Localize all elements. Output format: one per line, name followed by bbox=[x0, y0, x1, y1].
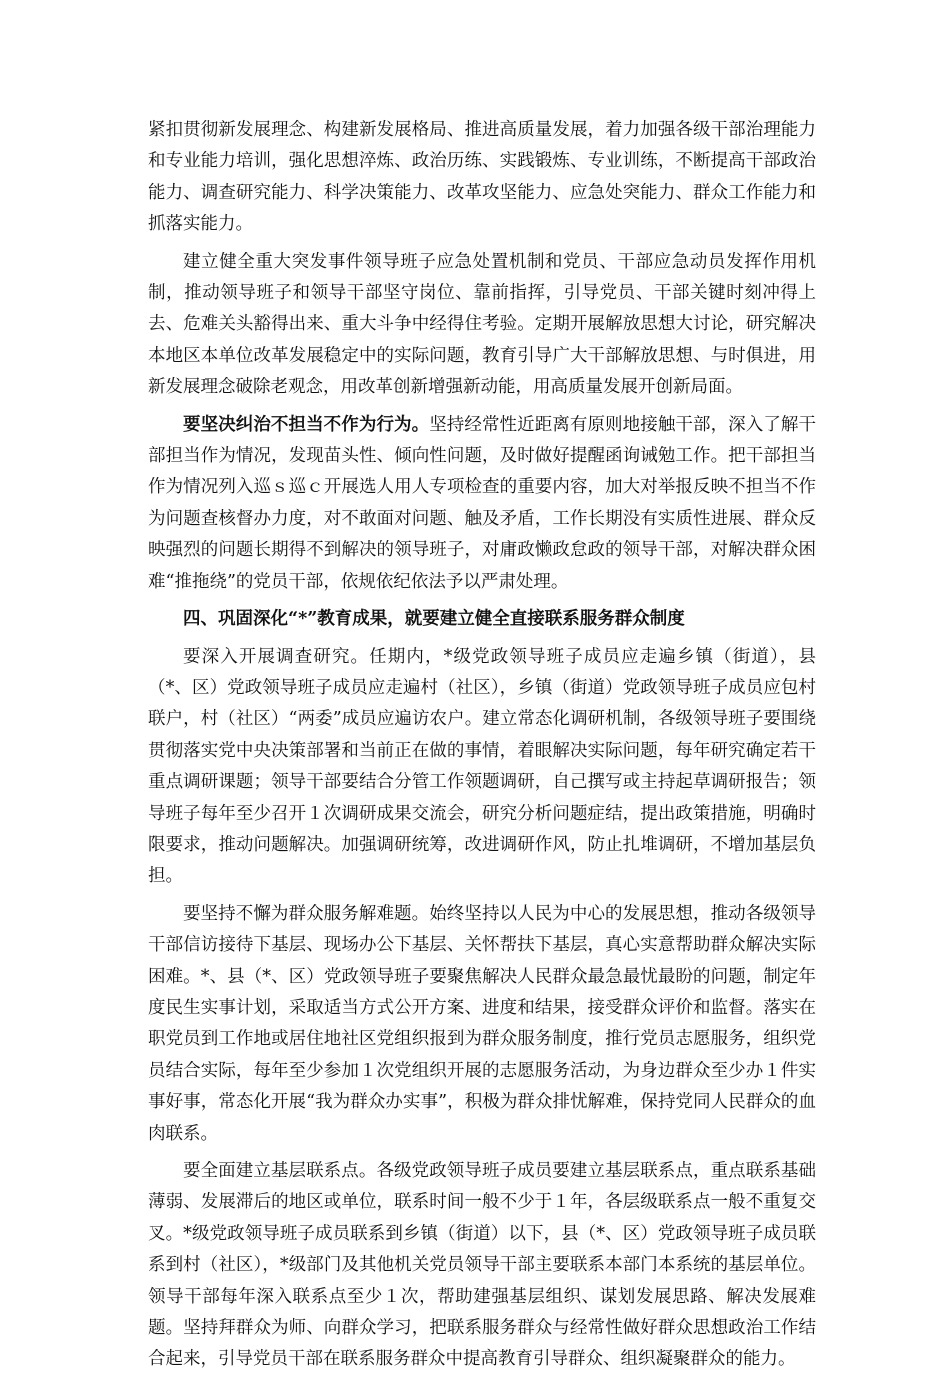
section-paragraph-2 bbox=[148, 899, 816, 1150]
paragraph-text: 坚持经常性近距离有原则地接触干部，深入了解干部担当作为情况，发现苗头性、倾向性问题，及时做好提醒函询诫勉工作。把干部担当作为情况列入巡ｓ巡ｃ开展选人用人专项检查的重要内容，加大对举报反映不担当不作为问题查核督办力度，对不敢面对问题、触及矛盾，工作长期没有实质性进展、群众反映强烈的问题长期得不到解决的领导班子，对庸政懒政怠政的领导干部，对解决群众困难“推拖绕”的党员干部，依规依纪依法予以严肃处理。 bbox=[148, 414, 817, 592]
document-page bbox=[148, 115, 816, 1376]
paragraph-text: 建立健全重大突发事件领导班子应急处置机制和党员、干部应急动员发挥作用机制，推动领导班子和领导干部坚守岗位、靠前指挥，引导党员、干部关键时刻冲得上去、危难关头豁得出来、重大斗争中经得住考验。定期开展解放思想大讨论，研究解决本地区本单位改革发展稳定中的实际问题，教育引导广大干部解放思想、与时俱进，用新发展理念破除老观念，用改革创新增强新动能，用高质量发展开创新局面。 bbox=[148, 251, 816, 398]
paragraph-text: 要深入开展调查研究。任期内，*级党政领导班子成员应走遍乡镇（街道），县（*、区）党政领导班子成员应走遍村（社区），乡镇（街道）党政领导班子成员应包村联户，村（社区）“两委”成员应遍访农户。建立常态化调研机制，各级领导班子要围绕贯彻落实党中央决策部署和当前正在做的事情，着眼解决实际问题，每年研究确定若干重点调研课题；领导干部要结合分管工作领题调研，自己撰写或主持起草调研报告；领导班子每年至少召开１次调研成果交流会，研究分析问题症结，提出政策措施，明确时限要求，推动问题解决。加强调研统筹，改进调研作风，防止扎堆调研，不增加基层负担。 bbox=[148, 646, 816, 887]
section-paragraph-1 bbox=[148, 642, 816, 893]
paragraph-text: 紧扣贯彻新发展理念、构建新发展格局、推进高质量发展，着力加强各级干部治理能力和专业能力培训，强化思想淬炼、政治历练、实践锻炼、专业训练，不断提高干部政治能力、调查研究能力、科学决策能力、改革攻坚能力、应急处突能力、群众工作能力和抓落实能力。 bbox=[148, 120, 816, 235]
body-paragraph-2 bbox=[148, 247, 816, 404]
paragraph-bold-lead: 要坚决纠治不担当不作为行为。 bbox=[183, 414, 430, 435]
paragraph-text: 要坚持不懈为群众服务解难题。始终坚持以人民为中心的发展思想，推动各级领导干部信访接待下基层、现场办公下基层、关怀帮扶下基层，真心实意帮助群众解决实际困难。*、县（*、区）党政领导班子要聚焦解决人民群众最急最忧最盼的问题，制定年度民生实事计划，采取适当方式公开方案、进度和结果，接受群众评价和监督。落实在职党员到工作地或居住地社区党组织报到为群众服务制度，推行党员志愿服务，组织党员结合实际，每年至少参加１次党组织开展的志愿服务活动，为身边群众至少办１件实事好事，常态化开展“我为群众办实事”，积极为群众排忧解难，保持党同人民群众的血肉联系。 bbox=[148, 903, 816, 1144]
section-heading: 四、巩固深化“*”教育成果，就要建立健全直接联系服务群众制度 bbox=[183, 609, 685, 630]
body-paragraph-3 bbox=[148, 410, 816, 598]
section-paragraph-3 bbox=[148, 1156, 816, 1376]
body-paragraph-1 bbox=[148, 115, 816, 241]
paragraph-text: 要全面建立基层联系点。各级党政领导班子成员要建立基层联系点，重点联系基础薄弱、发展滞后的地区或单位，联系时间一般不少于１年，各层级联系点一般不重复交叉。*级党政领导班子成员联系到乡镇（街道）以下，县（*、区）党政领导班子成员联系到村（社区），*级部门及其他机关党员领导干部主要联系本部门本系统的基层单位。领导干部每年深入联系点至少１次，帮助建强基层组织、谋划发展思路、解决发展难题。坚持拜群众为师、向群众学习，把联系服务群众与经常性做好群众思想政治工作结合起来，引导党员干部在联系服务群众中提高教育引导群众、组织凝聚群众的能力。 bbox=[148, 1161, 816, 1370]
